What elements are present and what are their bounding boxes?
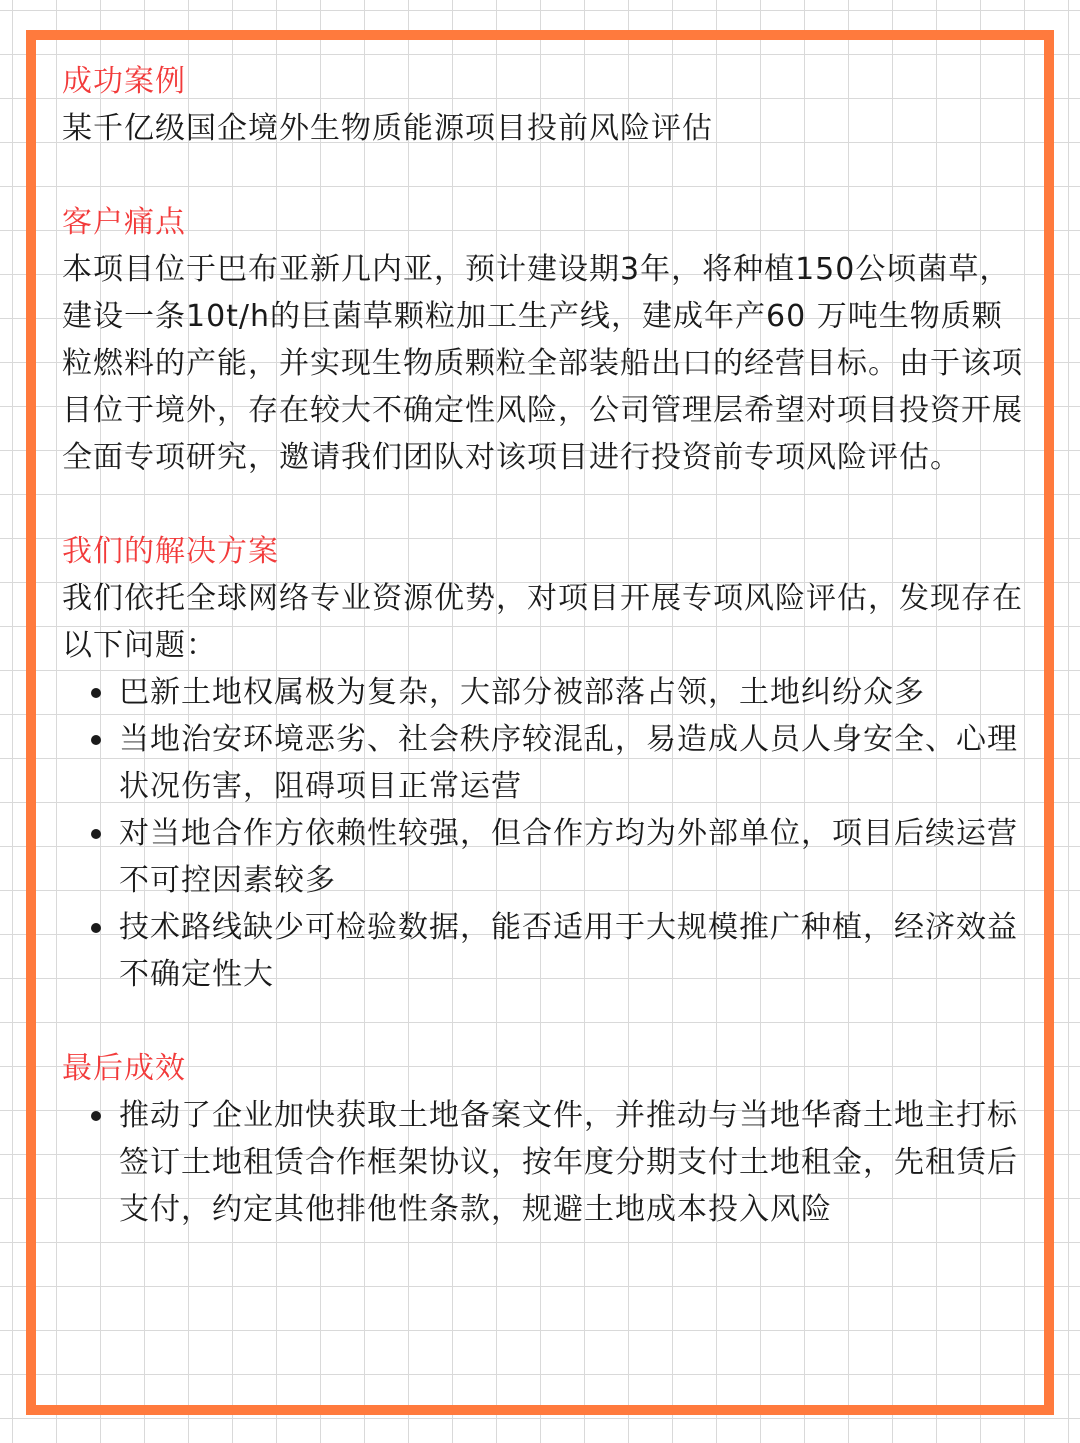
- list-item: [62, 1092, 1024, 1233]
- list-item-text: 推动了企业加快获取土地备案文件，并推动与当地华裔土地主打标签订土地租赁合作框架协议，按年度分期支付土地租金，先租赁后支付，约定其他排他性条款，规避土地成本投入风险: [119, 1098, 1018, 1227]
- pain-points-body: 本项目位于巴布亚新几内亚，预计建设期3年，将种植150公顷菌草，建设一条10t/h的巨菌草颗粒加工生产线，建成年产60 万吨生物质颗粒燃料的产能，并实现生物质颗粒全部装船出口的经营目标。由于该项目位于境外，存在较大不确定性风险，公司管理层希望对项目投资开展全面专项研究，邀请我们团队对该项目进行投资前专项风险评估。: [62, 252, 1023, 475]
- list-item-text: 技术路线缺少可检验数据，能否适用于大规模推广种植，经济效益不确定性大: [119, 910, 1018, 992]
- bullet-dot-icon: [91, 735, 101, 745]
- list-item: [62, 716, 1024, 810]
- bullet-dot-icon: [91, 829, 101, 839]
- bullet-dot-icon: [91, 1111, 101, 1121]
- solution-intro: 我们依托全球网络专业资源优势，对项目开展专项风险评估，发现存在以下问题：: [62, 581, 1023, 663]
- list-item: [62, 669, 1024, 716]
- section-title-results: 最后成效: [62, 1051, 186, 1086]
- solution-issue-list: [62, 669, 1024, 998]
- results-list: [62, 1092, 1024, 1233]
- list-item: [62, 904, 1024, 998]
- section-gap: [62, 481, 1024, 528]
- section-gap: [62, 998, 1024, 1045]
- section-title-solution: 我们的解决方案: [62, 534, 279, 569]
- section-gap: [62, 152, 1024, 199]
- article-content: [62, 58, 1024, 1233]
- success-case-body: 某千亿级国企境外生物质能源项目投前风险评估: [62, 111, 713, 146]
- bullet-dot-icon: [91, 923, 101, 933]
- list-item-text: 巴新土地权属极为复杂，大部分被部落占领，土地纠纷众多: [119, 675, 925, 710]
- list-item-text: 对当地合作方依赖性较强，但合作方均为外部单位，项目后续运营不可控因素较多: [119, 816, 1018, 898]
- section-title-pain-points: 客户痛点: [62, 205, 186, 240]
- section-title-success-case: 成功案例: [62, 64, 186, 99]
- bullet-dot-icon: [91, 688, 101, 698]
- list-item-text: 当地治安环境恶劣、社会秩序较混乱，易造成人员人身安全、心理状况伤害，阻碍项目正常运营: [119, 722, 1018, 804]
- list-item: [62, 810, 1024, 904]
